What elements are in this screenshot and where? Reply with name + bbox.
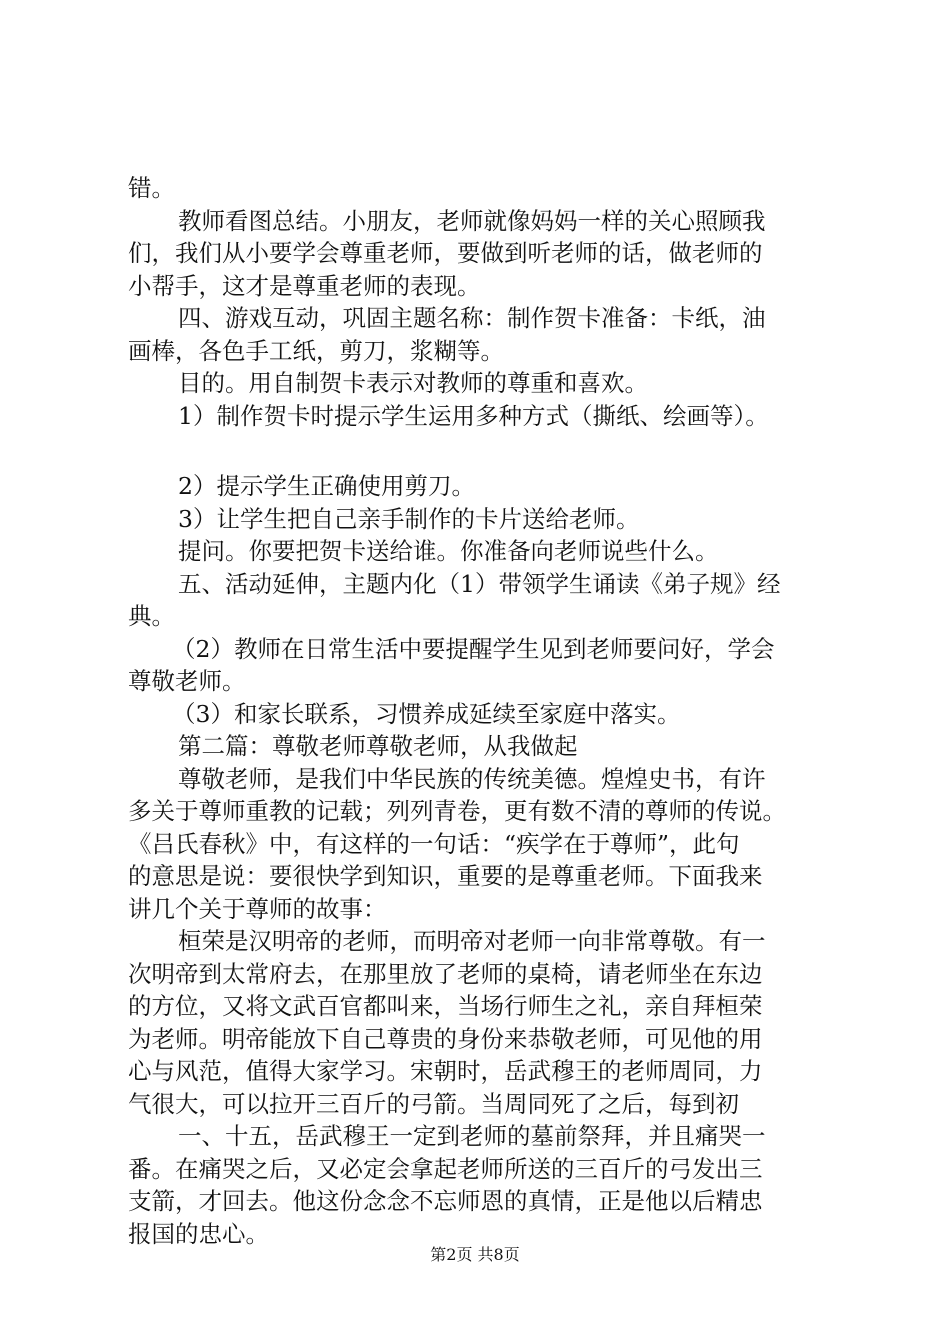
- text-line: 小帮手，这才是尊重老师的表现。: [128, 271, 481, 300]
- text-line: （2）教师在日常生活中要提醒学生见到老师要问好，学会: [172, 634, 775, 663]
- text-line: 错。: [128, 174, 175, 202]
- text-line: 心与风范，值得大家学习。宋朝时，岳武穆王的老师周同，力: [128, 1057, 763, 1085]
- text-line: 们，我们从小要学会尊重老师，要做到听老师的话，做老师的: [128, 239, 763, 267]
- text-line: 的意思是说：要很快学到知识，重要的是尊重老师。下面我来: [128, 862, 763, 890]
- text-line: 支箭，才回去。他这份念念不忘师恩的真情，正是他以后精忠: [128, 1187, 763, 1215]
- section-heading: 第二篇：尊敬老师尊敬老师，从我做起: [178, 732, 578, 760]
- text-line: 尊敬老师，是我们中华民族的传统美德。煌煌史书，有许: [178, 764, 766, 793]
- page-number-label: 第2页 共8页: [430, 1245, 520, 1264]
- text-line: 次明帝到太常府去，在那里放了老师的桌椅，请老师坐在东边: [128, 959, 763, 988]
- text-line: 1）制作贺卡时提示学生运用多种方式（撕纸、绘画等）。: [178, 401, 769, 430]
- text-line: （3）和家长联系，习惯养成延续至家庭中落实。: [172, 699, 681, 728]
- text-line: 气很大，可以拉开三百斤的弓箭。当周同死了之后，每到初: [128, 1089, 739, 1118]
- page-footer: [0, 1244, 950, 1266]
- body-text: [128, 172, 832, 1250]
- text-line: 画棒，各色手工纸，剪刀，浆糊等。: [128, 336, 504, 365]
- text-line: 番。在痛哭之后，又必定会拿起老师所送的三百斤的弓发出三: [128, 1154, 763, 1183]
- text-line: 目的。用自制贺卡表示对教师的尊重和喜欢。: [178, 369, 648, 397]
- text-line: 报国的忠心。: [128, 1219, 269, 1248]
- text-line: 为老师。明帝能放下自己尊贵的身份来恭敬老师，可见他的用: [128, 1024, 763, 1053]
- text-line: 桓荣是汉明帝的老师，而明帝对老师一向非常尊敬。有一: [178, 927, 766, 955]
- text-line: 3）让学生把自己亲手制作的卡片送给老师。: [178, 504, 640, 533]
- text-line: 的方位，又将文武百官都叫来，当场行师生之礼，亲自拜桓荣: [128, 992, 763, 1020]
- text-line: 2）提示学生正确使用剪刀。: [178, 472, 475, 500]
- text-line: 多关于尊师重教的记载；列列青卷，更有数不清的尊师的传说。: [128, 797, 786, 825]
- text-line: 讲几个关于尊师的故事：: [128, 894, 387, 923]
- text-line: 尊敬老师。: [128, 667, 246, 695]
- text-line: 教师看图总结。小朋友，老师就像妈妈一样的关心照顾我: [178, 206, 766, 235]
- text-line: 提问。你要把贺卡送给谁。你准备向老师说些什么。: [178, 537, 719, 565]
- text-line: 五、活动延伸，主题内化（1）带领学生诵读《弟子规》经: [178, 569, 781, 598]
- text-line: 典。: [128, 602, 175, 630]
- text-line: 一、十五，岳武穆王一定到老师的墓前祭拜，并且痛哭一: [178, 1122, 766, 1150]
- text-line: 《吕氏春秋》中，有这样的一句话：“疾学在于尊师”，此句: [128, 829, 740, 858]
- text-line: 四、游戏互动，巩固主题名称：制作贺卡准备：卡纸，油: [178, 304, 766, 332]
